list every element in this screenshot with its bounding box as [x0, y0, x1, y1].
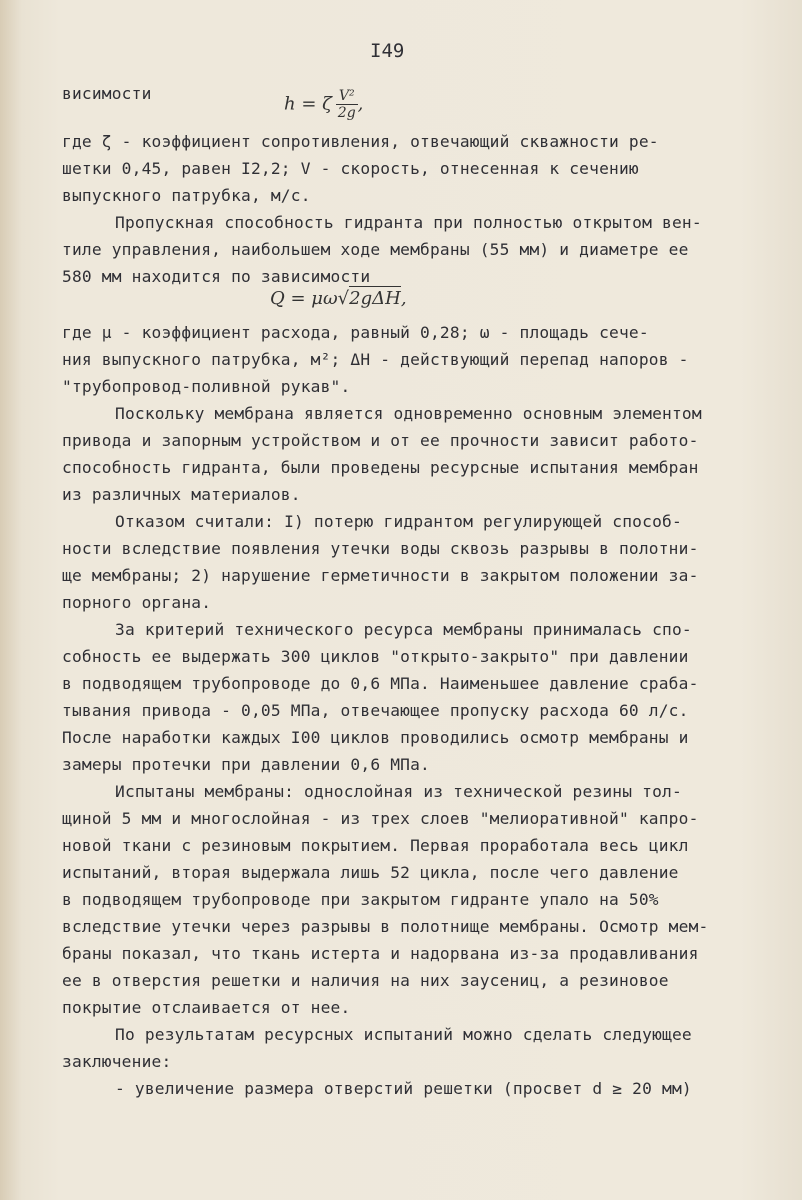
text-line: порного органа. [62, 593, 212, 612]
text-line: испытаний, вторая выдержала лишь 52 цикла, после чего давление [62, 863, 679, 882]
text-line: висимости [62, 84, 152, 103]
text-line: тиле управления, наибольшем ходе мембраны (55 мм) и диаметре ее [62, 240, 689, 259]
text-line: После наработки каждых I00 циклов проводились осмотр мембраны и [62, 728, 689, 747]
text-line: покрытие отслаивается от нее. [62, 998, 351, 1017]
formula-denominator: 2g [337, 105, 356, 121]
text-line: тывания привода - 0,05 МПа, отвечающее пропуску расхода 60 л/с. [62, 701, 689, 720]
text-line: ще мембраны; 2) нарушение герметичности в закрытом положении за- [62, 566, 699, 585]
text-line: щиной 5 мм и многослойная - из трех слоев "мелиоративной" капро- [62, 809, 699, 828]
text-line: Пропускная способность гидранта при полностью открытом вен- [115, 213, 702, 232]
text-line: Поскольку мембрана является одновременно основным элементом [115, 404, 702, 423]
text-line: ности вследствие появления утечки воды сквозь разрывы в полотни- [62, 539, 699, 558]
text-line: По результатам ресурсных испытаний можно сделать следующее [115, 1025, 692, 1044]
text-line: из различных материалов. [62, 485, 301, 504]
text-line: собность ее выдержать 300 циклов "открыто-закрыто" при давлении [62, 647, 689, 666]
formula-lhs: h = ζ [284, 93, 332, 115]
text-line: привода и запорным устройством и от ее прочности зависит работо- [62, 431, 699, 450]
text-line: 580 мм находится по зависимости [62, 267, 371, 286]
text-line: где μ - коэффициент расхода, равный 0,28; ω - площадь сече- [62, 323, 649, 342]
text-line: вследствие утечки через разрывы в полотнище мембраны. Осмотр мем- [62, 917, 709, 936]
formula-tail: , [357, 93, 364, 115]
text-line: Испытаны мембраны: однослойная из технической резины тол- [115, 782, 682, 801]
text-line: в подводящем трубопроводе до 0,6 МПа. Наименьшее давление сраба- [62, 674, 699, 693]
text-line: заключение: [62, 1052, 172, 1071]
formula-numerator: V² [336, 88, 358, 105]
formula-head-loss [284, 88, 363, 121]
formula-radicand: 2gΔH [349, 288, 401, 309]
formula-lhs: Q = μω [270, 288, 338, 309]
text-line: "трубопровод-поливной рукав". [62, 377, 351, 396]
text-line: в подводящем трубопроводе при закрытом гидранте упало на 50% [62, 890, 659, 909]
text-line: ния выпускного патрубка, м²; ΔH - действующий перепад напоров - [62, 350, 689, 369]
formula-fraction [336, 88, 358, 121]
formula-tail: , [400, 288, 407, 309]
text-line: замеры протечки при давлении 0,6 МПа. [62, 755, 430, 774]
sqrt-symbol: √ [337, 288, 350, 309]
text-line: Отказом считали: I) потерю гидрантом регулирующей способ- [115, 512, 682, 531]
text-line: где ζ - коэффициент сопротивления, отвечающий скважности ре- [62, 132, 659, 151]
text-line: браны показал, что ткань истерта и надорвана из-за продавливания [62, 944, 699, 963]
page-number: I49 [370, 40, 405, 62]
text-line: выпускного патрубка, м/с. [62, 186, 311, 205]
text-line: За критерий технического ресурса мембраны принималась спо- [115, 620, 692, 639]
text-line: - увеличение размера отверстий решетки (просвет d ≥ 20 мм) [115, 1079, 692, 1098]
formula-discharge [270, 288, 407, 309]
text-line: шетки 0,45, равен I2,2; V - скорость, отнесенная к сечению [62, 159, 639, 178]
text-line: способность гидранта, были проведены ресурсные испытания мембран [62, 458, 699, 477]
text-line: новой ткани с резиновым покрытием. Первая проработала весь цикл [62, 836, 689, 855]
text-line: ее в отверстия решетки и наличия на них заусениц, а резиновое [62, 971, 669, 990]
